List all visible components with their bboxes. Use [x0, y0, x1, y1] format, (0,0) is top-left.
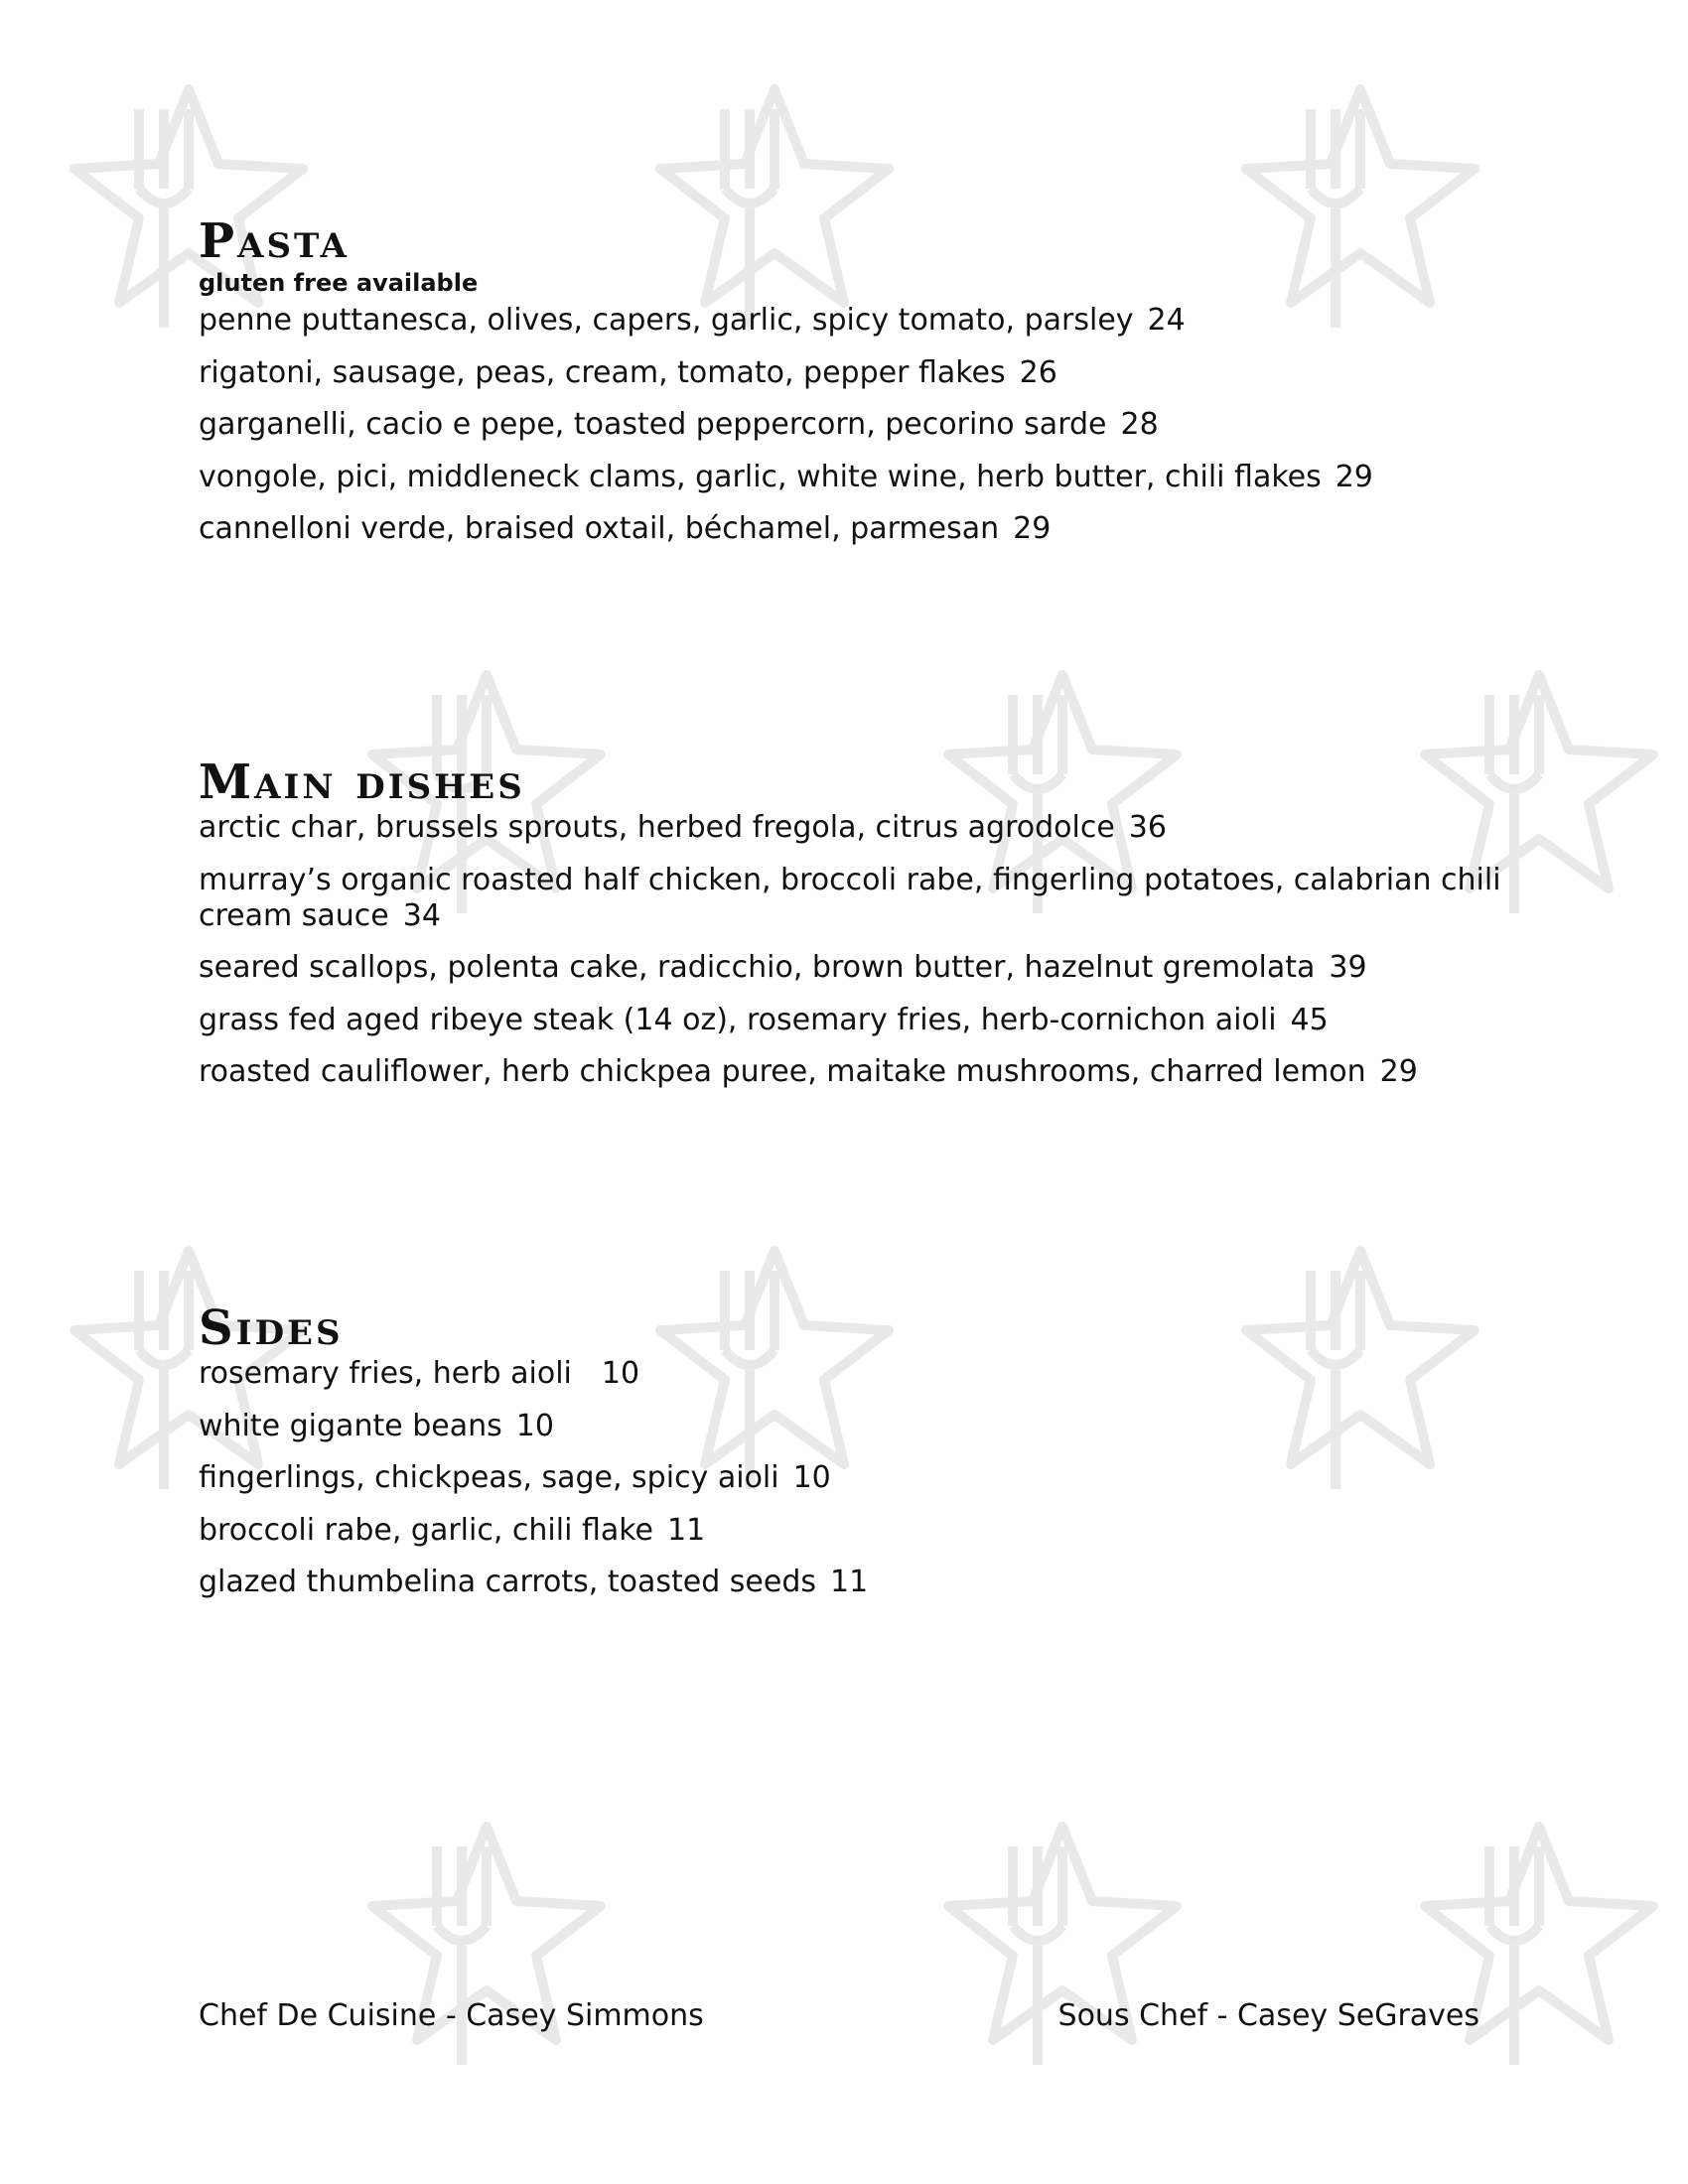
- item-description: white gigante beans: [199, 1408, 502, 1443]
- item-description: penne puttanesca, olives, capers, garlic, spicy tomato, parsley: [199, 303, 1134, 338]
- section-title: Main dishes: [199, 754, 525, 810]
- fork-star-logo-icon: [943, 1807, 1201, 2144]
- item-price: 11: [830, 1565, 869, 1599]
- item-price: 29: [1379, 1054, 1418, 1089]
- item-description: grass fed aged ribeye steak (14 oz), rosemary fries, herb-cornichon aioli: [199, 1002, 1277, 1037]
- menu-item: [199, 1409, 1529, 1444]
- section-main-dishes: [199, 754, 1549, 1107]
- sous-chef-credit: Sous Chef - Casey SeGraves: [1057, 1998, 1479, 2033]
- menu-item: [199, 1565, 1529, 1600]
- item-description: fingerlings, chickpeas, sage, spicy aioli: [199, 1460, 779, 1495]
- item-price: 10: [601, 1356, 640, 1391]
- section-note: gluten free available: [199, 269, 479, 297]
- menu-item-list: [199, 1356, 1549, 1600]
- menu-item: [199, 1513, 1529, 1549]
- item-price: 10: [792, 1460, 831, 1495]
- item-description: murray’s organic roasted half chicken, broccoli rabe, fingerling potatoes, calabrian chili cream sauce: [199, 862, 1501, 933]
- item-description: glazed thumbelina carrots, toasted seeds: [199, 1565, 816, 1599]
- menu-item: [199, 1054, 1529, 1090]
- item-description: broccoli rabe, garlic, chili flake: [199, 1512, 653, 1548]
- item-price: 11: [667, 1512, 706, 1548]
- item-description: seared scallops, polenta cake, radicchio, brown butter, hazelnut gremolata: [199, 950, 1316, 985]
- section-title: Sides: [199, 1300, 344, 1356]
- menu-item: [199, 950, 1529, 986]
- item-price: 34: [402, 897, 441, 933]
- menu-item: [199, 407, 1529, 443]
- menu-item: [199, 460, 1529, 495]
- item-price: 10: [515, 1408, 554, 1443]
- item-description: roasted cauliflower, herb chickpea puree, maitake mushrooms, charred lemon: [199, 1054, 1366, 1089]
- item-price: 28: [1120, 407, 1159, 442]
- item-description: rosemary fries, herb aioli: [199, 1356, 572, 1391]
- item-price: 36: [1128, 810, 1167, 845]
- item-price: 24: [1147, 303, 1186, 338]
- item-price: 45: [1290, 1002, 1329, 1037]
- menu-item: [199, 1460, 1529, 1496]
- section-title: Pasta: [199, 213, 350, 269]
- menu-item: [199, 810, 1529, 846]
- menu-item: [199, 511, 1529, 547]
- item-description: cannelloni verde, braised oxtail, béchamel, parmesan: [199, 511, 1000, 546]
- fork-star-logo-icon: [367, 1807, 626, 2144]
- section-sides: [199, 1300, 1549, 1617]
- chef-de-cuisine-credit: Chef De Cuisine - Casey Simmons: [199, 1998, 704, 2033]
- fork-star-logo-icon: [1420, 1807, 1678, 2144]
- section-pasta: [199, 213, 1549, 564]
- item-price: 26: [1019, 354, 1057, 390]
- menu-item-list: [199, 810, 1549, 1090]
- menu-item: [199, 355, 1529, 391]
- item-description: rigatoni, sausage, peas, cream, tomato, pepper flakes: [199, 354, 1006, 390]
- menu-item: [199, 863, 1529, 934]
- item-price: 29: [1013, 511, 1052, 546]
- menu-item: [199, 1003, 1529, 1038]
- item-description: arctic char, brussels sprouts, herbed fregola, citrus agrodolce: [199, 810, 1115, 845]
- item-description: garganelli, cacio e pepe, toasted peppercorn, pecorino sarde: [199, 407, 1107, 442]
- item-price: 29: [1335, 459, 1373, 494]
- menu-item: [199, 303, 1529, 339]
- menu-item-list: [199, 303, 1549, 547]
- menu-item: [199, 1356, 1529, 1392]
- item-price: 39: [1329, 950, 1367, 985]
- item-description: vongole, pici, middleneck clams, garlic, white wine, herb butter, chili flakes: [199, 459, 1322, 494]
